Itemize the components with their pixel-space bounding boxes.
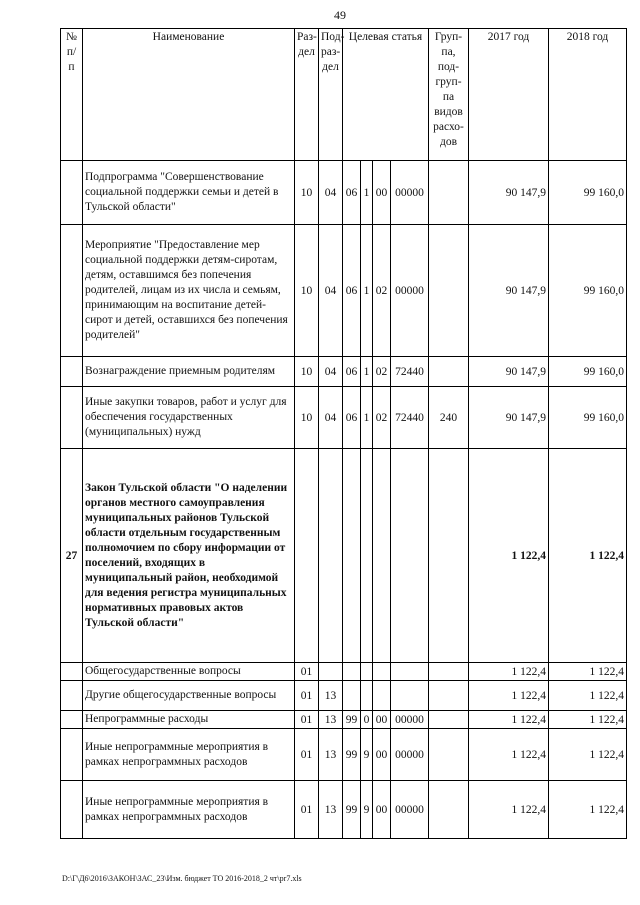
amount-2017-cell: 1 122,4	[469, 681, 549, 711]
target-subprogram-cell: 0	[361, 711, 373, 729]
row-name: Общегосударственные вопросы	[83, 663, 295, 681]
table-row	[61, 681, 627, 711]
podrazdel-cell: 13	[319, 681, 343, 711]
expense-type-cell	[429, 781, 469, 839]
target-activity-cell: 02	[373, 225, 391, 357]
amount-2017-cell: 1 122,4	[469, 663, 549, 681]
target-activity-cell: 00	[373, 161, 391, 225]
target-subprogram-cell: 9	[361, 781, 373, 839]
razdel-cell: 10	[295, 161, 319, 225]
target-subprogram-cell: 1	[361, 161, 373, 225]
budget-table	[60, 28, 627, 839]
razdel-cell: 01	[295, 781, 319, 839]
amount-2018-cell: 1 122,4	[549, 681, 627, 711]
row-name: Подпрограмма "Совершенствование социальной поддержки семьи и детей в Тульской области"	[83, 161, 295, 225]
razdel-cell: 10	[295, 225, 319, 357]
amount-2017-cell: 90 147,9	[469, 161, 549, 225]
target-direction-cell	[391, 663, 429, 681]
header-name: Наименование	[83, 29, 295, 161]
podrazdel-cell: 04	[319, 387, 343, 449]
target-subprogram-cell	[361, 663, 373, 681]
razdel-cell: 01	[295, 681, 319, 711]
target-program-cell	[343, 663, 361, 681]
expense-type-cell	[429, 225, 469, 357]
razdel-cell	[295, 449, 319, 663]
row-number	[61, 681, 83, 711]
target-direction-cell	[391, 449, 429, 663]
target-program-cell: 06	[343, 225, 361, 357]
expense-type-cell	[429, 729, 469, 781]
podrazdel-cell: 13	[319, 711, 343, 729]
expense-type-cell	[429, 161, 469, 225]
target-direction-cell: 00000	[391, 711, 429, 729]
target-program-cell	[343, 681, 361, 711]
podrazdel-cell: 04	[319, 225, 343, 357]
table-row	[61, 663, 627, 681]
amount-2018-cell: 1 122,4	[549, 663, 627, 681]
target-direction-cell: 72440	[391, 387, 429, 449]
header-2018: 2018 год	[549, 29, 627, 161]
row-number	[61, 729, 83, 781]
target-activity-cell: 00	[373, 711, 391, 729]
row-number: 27	[61, 449, 83, 663]
table-row	[61, 387, 627, 449]
target-subprogram-cell: 1	[361, 387, 373, 449]
podrazdel-cell	[319, 663, 343, 681]
target-direction-cell: 00000	[391, 161, 429, 225]
podrazdel-cell: 04	[319, 161, 343, 225]
amount-2017-cell: 1 122,4	[469, 729, 549, 781]
row-number	[61, 711, 83, 729]
row-number	[61, 225, 83, 357]
table-row	[61, 729, 627, 781]
expense-type-cell	[429, 681, 469, 711]
target-subprogram-cell: 1	[361, 357, 373, 387]
row-number	[61, 161, 83, 225]
amount-2017-cell: 1 122,4	[469, 711, 549, 729]
target-direction-cell	[391, 681, 429, 711]
row-name: Иные непрограммные мероприятия в рамках непрограммных расходов	[83, 729, 295, 781]
target-subprogram-cell: 9	[361, 729, 373, 781]
amount-2018-cell: 99 160,0	[549, 161, 627, 225]
target-program-cell: 06	[343, 161, 361, 225]
table-row	[61, 711, 627, 729]
target-program-cell: 99	[343, 781, 361, 839]
row-number	[61, 663, 83, 681]
target-activity-cell	[373, 681, 391, 711]
target-activity-cell: 02	[373, 387, 391, 449]
target-subprogram-cell: 1	[361, 225, 373, 357]
amount-2017-cell: 1 122,4	[469, 449, 549, 663]
amount-2018-cell: 1 122,4	[549, 781, 627, 839]
amount-2017-cell: 90 147,9	[469, 225, 549, 357]
table-body	[61, 161, 627, 839]
target-activity-cell	[373, 449, 391, 663]
header-row	[61, 29, 627, 161]
razdel-cell: 10	[295, 357, 319, 387]
table-row	[61, 449, 627, 663]
razdel-cell: 01	[295, 711, 319, 729]
header-2017: 2017 год	[469, 29, 549, 161]
table-row	[61, 225, 627, 357]
target-program-cell: 06	[343, 387, 361, 449]
target-direction-cell: 00000	[391, 781, 429, 839]
table-row	[61, 357, 627, 387]
row-name: Иные непрограммные мероприятия в рамках непрограммных расходов	[83, 781, 295, 839]
expense-type-cell	[429, 711, 469, 729]
target-program-cell: 06	[343, 357, 361, 387]
row-number	[61, 781, 83, 839]
expense-type-cell: 240	[429, 387, 469, 449]
row-number	[61, 387, 83, 449]
amount-2018-cell: 1 122,4	[549, 711, 627, 729]
target-program-cell	[343, 449, 361, 663]
header-razdel: Раз-дел	[295, 29, 319, 161]
amount-2018-cell: 99 160,0	[549, 225, 627, 357]
file-path-footer: D:\Г\Д6\2016\ЗАКОН\ЗАС_23\Изм. бюджет ТО 2016-2018_2 чт\pr7.xls	[62, 874, 302, 883]
amount-2018-cell: 99 160,0	[549, 357, 627, 387]
row-name: Вознаграждение приемным родителям	[83, 357, 295, 387]
amount-2018-cell: 1 122,4	[549, 729, 627, 781]
target-activity-cell	[373, 663, 391, 681]
amount-2017-cell: 90 147,9	[469, 387, 549, 449]
header-expense-group: Груп-па, под-груп-па видов расхо-дов	[429, 29, 469, 161]
target-activity-cell: 00	[373, 729, 391, 781]
row-name: Непрограммные расходы	[83, 711, 295, 729]
razdel-cell: 01	[295, 729, 319, 781]
expense-type-cell	[429, 357, 469, 387]
podrazdel-cell: 04	[319, 357, 343, 387]
podrazdel-cell	[319, 449, 343, 663]
table-row	[61, 781, 627, 839]
row-name: Мероприятие "Предоставление мер социальной поддержки детям-сиротам, детям, оставшимся без попечения родителей, лицам из их числа и семьям, принимающим на воспитание детей-сирот и детей, оставшихся без попечения родителей"	[83, 225, 295, 357]
podrazdel-cell: 13	[319, 729, 343, 781]
target-direction-cell: 72440	[391, 357, 429, 387]
amount-2017-cell: 1 122,4	[469, 781, 549, 839]
expense-type-cell	[429, 449, 469, 663]
razdel-cell: 10	[295, 387, 319, 449]
amount-2018-cell: 1 122,4	[549, 449, 627, 663]
header-podrazdel: Под-раз-дел	[319, 29, 343, 161]
podrazdel-cell: 13	[319, 781, 343, 839]
row-name: Другие общегосударственные вопросы	[83, 681, 295, 711]
row-name: Иные закупки товаров, работ и услуг для обеспечения государственных (муниципальных) нужд	[83, 387, 295, 449]
header-target-article: Целевая статья	[343, 29, 429, 161]
target-activity-cell: 00	[373, 781, 391, 839]
row-number	[61, 357, 83, 387]
row-name: Закон Тульской области "О наделении органов местного самоуправления муниципальных районов Тульской области отдельным государственным полномочием по сбору информации от поселений, входящих в муниципальный район, необходимой для ведения регистра муниципальных нормативных правовых актов Тульской области"	[83, 449, 295, 663]
header-num: № п/ п	[61, 29, 83, 161]
razdel-cell: 01	[295, 663, 319, 681]
amount-2018-cell: 99 160,0	[549, 387, 627, 449]
target-direction-cell: 00000	[391, 729, 429, 781]
expense-type-cell	[429, 663, 469, 681]
amount-2017-cell: 90 147,9	[469, 357, 549, 387]
table-row	[61, 161, 627, 225]
target-subprogram-cell	[361, 449, 373, 663]
target-subprogram-cell	[361, 681, 373, 711]
page-number: 49	[334, 8, 346, 22]
target-activity-cell: 02	[373, 357, 391, 387]
target-direction-cell: 00000	[391, 225, 429, 357]
target-program-cell: 99	[343, 729, 361, 781]
target-program-cell: 99	[343, 711, 361, 729]
